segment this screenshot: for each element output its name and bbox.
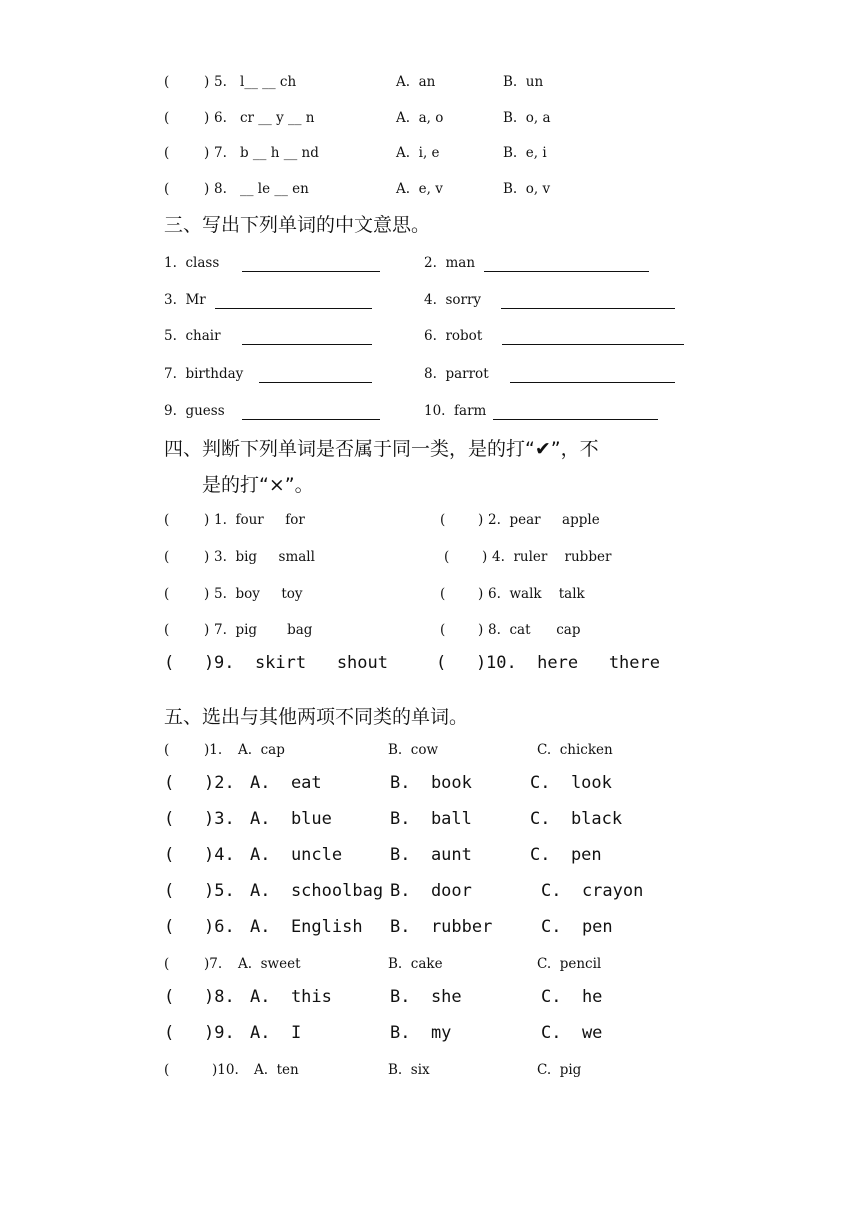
word-pair: 9. skirt shout: [214, 653, 388, 673]
option-b: B. o, a: [503, 110, 551, 126]
option-a: A. cap: [238, 742, 285, 758]
option-a: A. eat: [250, 773, 322, 793]
answer-paren[interactable]: (: [164, 622, 170, 638]
item-number: )7.: [204, 956, 223, 972]
word-pair: 5. boy toy: [214, 586, 303, 602]
answer-paren[interactable]: (: [164, 845, 175, 865]
item-number: )10.: [212, 1062, 239, 1078]
item-number: )5.: [204, 881, 235, 901]
item-number: 5.: [214, 74, 227, 90]
answer-paren-close: ): [204, 512, 210, 528]
option-c: C. pencil: [537, 956, 602, 972]
answer-paren[interactable]: (: [164, 809, 175, 829]
word-label: 9. guess: [164, 403, 225, 419]
word-pair: 2. pear apple: [488, 512, 600, 528]
option-b: B. ball: [390, 809, 472, 829]
answer-paren[interactable]: (: [436, 653, 447, 673]
answer-blank[interactable]: [493, 419, 658, 420]
answer-paren-close: ): [478, 512, 484, 528]
option-b: B. e, i: [503, 145, 547, 161]
option-b: B. she: [390, 987, 462, 1007]
section3-title: 三、写出下列单词的中文意思。: [164, 214, 431, 236]
option-b: B. aunt: [390, 845, 472, 865]
item-number: )9.: [204, 1023, 235, 1043]
option-a: A. blue: [250, 809, 332, 829]
item-word: l__ __ ch: [240, 74, 297, 90]
option-a: A. i, e: [396, 145, 440, 161]
answer-blank[interactable]: [502, 344, 684, 345]
answer-blank[interactable]: [501, 308, 675, 309]
option-c: C. pen: [541, 917, 613, 937]
option-a: A. this: [250, 987, 332, 1007]
answer-blank[interactable]: [242, 419, 380, 420]
item-number: )2.: [204, 773, 235, 793]
option-c: C. he: [541, 987, 603, 1007]
option-b: B. door: [390, 881, 472, 901]
word-pair: 10. here there: [486, 653, 660, 673]
answer-paren-close: ): [478, 622, 484, 638]
option-a: A. sweet: [238, 956, 301, 972]
option-c: C. crayon: [541, 881, 644, 901]
item-number: 6.: [214, 110, 227, 126]
word-pair: 3. big small: [214, 549, 315, 565]
answer-paren-close: ): [204, 145, 210, 161]
option-b: B. my: [390, 1023, 452, 1043]
item-number: )1.: [204, 742, 223, 758]
word-label: 4. sorry: [424, 292, 482, 308]
answer-paren[interactable]: (: [164, 549, 170, 565]
item-number: )4.: [204, 845, 235, 865]
option-b: B. o, v: [503, 181, 551, 197]
word-label: 10. farm: [424, 403, 487, 419]
option-c: C. black: [530, 809, 623, 829]
item-word: cr __ y __ n: [240, 110, 315, 126]
answer-blank[interactable]: [242, 344, 372, 345]
answer-blank[interactable]: [484, 271, 649, 272]
answer-paren-close: ): [476, 653, 487, 673]
answer-paren-close: ): [482, 549, 488, 565]
option-a: A. an: [396, 74, 436, 90]
answer-blank[interactable]: [510, 382, 675, 383]
answer-paren[interactable]: (: [164, 145, 170, 161]
section4-title: 四、判断下列单词是否属于同一类，是的打“✔”，不: [164, 438, 599, 460]
word-label: 5. chair: [164, 328, 221, 344]
word-label: 2. man: [424, 255, 476, 271]
word-label: 6. robot: [424, 328, 483, 344]
option-a: A. schoolbag: [250, 881, 384, 901]
option-b: B. cow: [388, 742, 439, 758]
word-pair: 8. cat cap: [488, 622, 581, 638]
answer-paren-close: ): [204, 586, 210, 602]
word-pair: 6. walk talk: [488, 586, 585, 602]
answer-paren[interactable]: (: [164, 956, 170, 972]
option-b: B. rubber: [390, 917, 493, 937]
word-pair: 4. ruler rubber: [492, 549, 612, 565]
item-word: __ le __ en: [240, 181, 309, 197]
option-c: C. pen: [530, 845, 602, 865]
item-number: 8.: [214, 181, 227, 197]
answer-paren[interactable]: (: [164, 773, 175, 793]
word-label: 1. class: [164, 255, 220, 271]
option-a: A. e, v: [396, 181, 443, 197]
answer-blank[interactable]: [242, 271, 380, 272]
option-a: A. a, o: [396, 110, 444, 126]
answer-paren[interactable]: (: [164, 917, 175, 937]
answer-paren[interactable]: (: [164, 742, 170, 758]
list-item: [0, 1062, 860, 1174]
item-number: )6.: [204, 917, 235, 937]
answer-paren[interactable]: (: [164, 74, 170, 90]
option-a: A. uncle: [250, 845, 343, 865]
answer-paren-close: ): [204, 622, 210, 638]
answer-paren[interactable]: (: [164, 881, 175, 901]
option-c: C. chicken: [537, 742, 613, 758]
option-b: B. book: [390, 773, 472, 793]
answer-paren[interactable]: (: [164, 1023, 175, 1043]
option-c: C. pig: [537, 1062, 582, 1078]
section4-title-cont: 是的打“×”。: [202, 474, 314, 496]
answer-paren[interactable]: (: [440, 622, 446, 638]
answer-paren-close: ): [204, 74, 210, 90]
word-label: 3. Mr: [164, 292, 206, 308]
option-b: B. cake: [388, 956, 443, 972]
item-word: b __ h __ nd: [240, 145, 319, 161]
answer-paren[interactable]: (: [164, 1062, 170, 1078]
answer-paren[interactable]: (: [164, 987, 175, 1007]
answer-paren-close: ): [204, 549, 210, 565]
word-pair: 1. four for: [214, 512, 305, 528]
answer-paren[interactable]: (: [444, 549, 450, 565]
word-label: 8. parrot: [424, 366, 489, 382]
option-c: C. we: [541, 1023, 603, 1043]
option-b: B. un: [503, 74, 544, 90]
section5-title: 五、选出与其他两项不同类的单词。: [164, 706, 469, 728]
word-pair: 7. pig bag: [214, 622, 313, 638]
option-a: A. I: [250, 1023, 302, 1043]
answer-paren[interactable]: (: [440, 586, 446, 602]
answer-blank[interactable]: [259, 382, 372, 383]
option-a: A. ten: [254, 1062, 299, 1078]
item-number: )3.: [204, 809, 235, 829]
item-number: 7.: [214, 145, 227, 161]
option-c: C. look: [530, 773, 612, 793]
item-number: )8.: [204, 987, 235, 1007]
answer-paren-close: ): [478, 586, 484, 602]
answer-blank[interactable]: [215, 308, 372, 309]
answer-paren[interactable]: (: [164, 181, 170, 197]
answer-paren[interactable]: (: [164, 653, 175, 673]
answer-paren-close: ): [204, 110, 210, 126]
answer-paren-close: ): [204, 181, 210, 197]
answer-paren[interactable]: (: [164, 586, 170, 602]
answer-paren-close: ): [204, 653, 215, 673]
answer-paren[interactable]: (: [440, 512, 446, 528]
word-label: 7. birthday: [164, 366, 244, 382]
answer-paren[interactable]: (: [164, 512, 170, 528]
option-b: B. six: [388, 1062, 430, 1078]
answer-paren[interactable]: (: [164, 110, 170, 126]
option-a: A. English: [250, 917, 363, 937]
